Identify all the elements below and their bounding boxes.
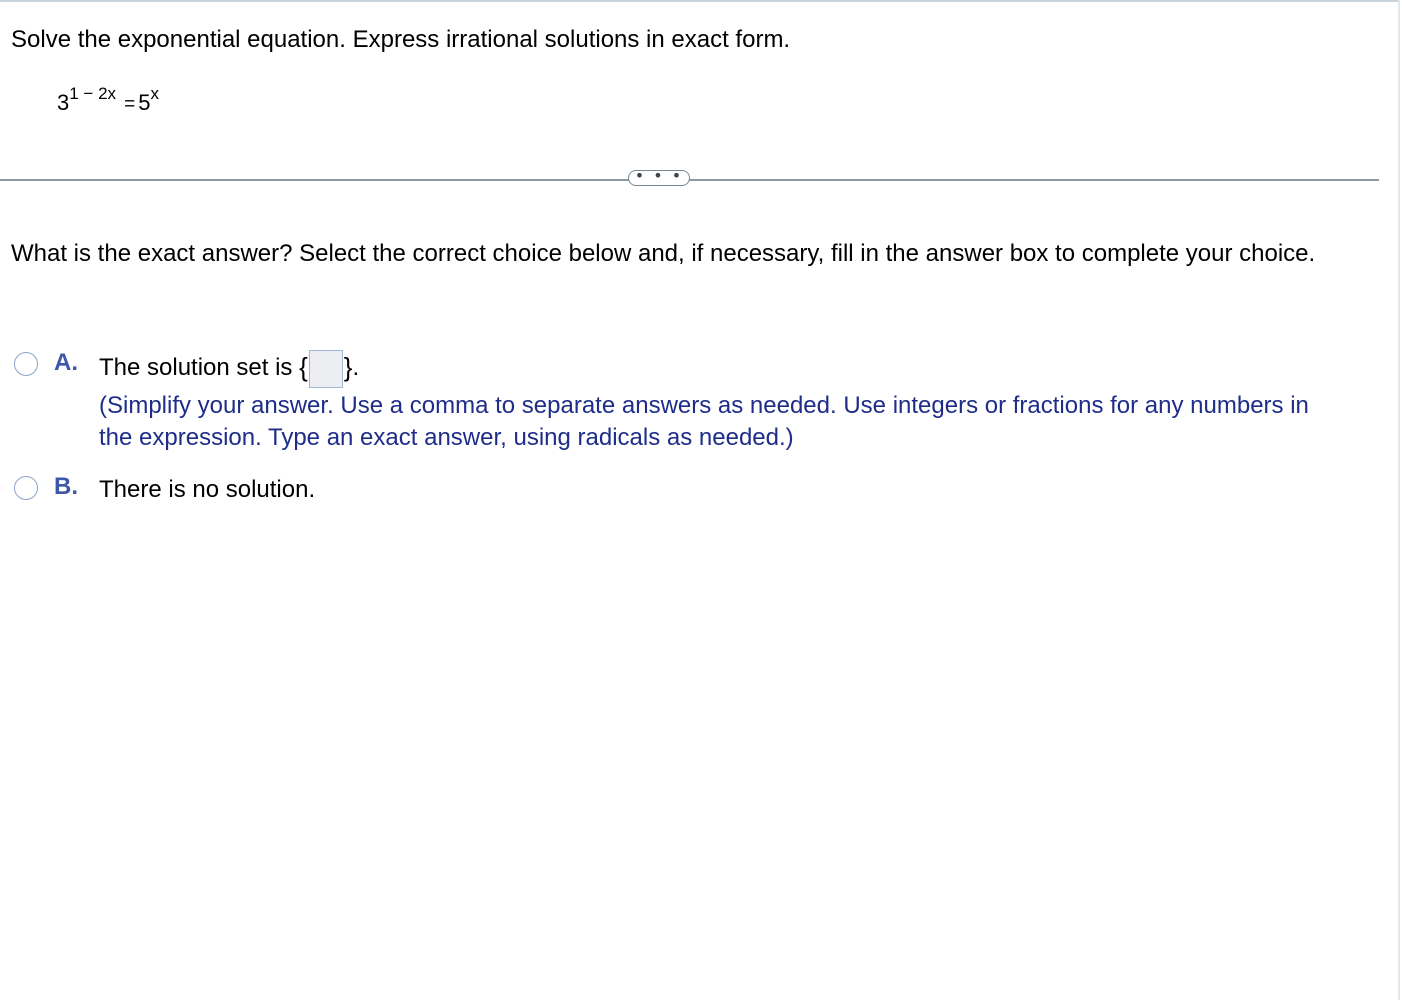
equation [57, 83, 160, 118]
choice-a-text [99, 350, 359, 388]
choice-a[interactable] [14, 349, 360, 382]
close-brace: } [343, 352, 353, 382]
ellipsis-icon: • • • [634, 166, 684, 185]
equation-right-exponent: x [150, 83, 160, 103]
problem-instruction: Solve the exponential equation. Express irrational solutions in exact form. [11, 26, 791, 53]
choice-a-letter: A. [54, 349, 78, 376]
choice-b[interactable] [14, 473, 316, 503]
choice-b-radio[interactable] [14, 476, 38, 500]
top-border [0, 0, 1398, 2]
choice-b-text: There is no solution. [99, 476, 316, 503]
open-brace: { [299, 352, 308, 382]
choice-b-letter: B. [54, 473, 78, 500]
choice-a-radio[interactable] [14, 352, 38, 376]
equation-left-base: 3 [57, 90, 70, 115]
right-border [1398, 0, 1400, 1000]
choice-a-hint: (Simplify your answer. Use a comma to separate answers as needed. Use integers or fractions for any numbers in the expression. Type an exact answer, using radicals as needed.) [99, 392, 1309, 451]
question-text: What is the exact answer? Select the correct choice below and, if necessary, fill in the answer box to complete your choice. [11, 240, 1316, 267]
choice-a-period: . [352, 354, 360, 381]
equation-right-base: 5 [138, 90, 151, 115]
show-more-button[interactable] [628, 166, 690, 186]
equation-equals-sign: = [124, 94, 136, 115]
equation-left-exponent: 1 − 2x [69, 83, 117, 103]
choice-a-label: The solution set is [99, 354, 293, 381]
solution-set-answer-box[interactable] [309, 350, 343, 388]
